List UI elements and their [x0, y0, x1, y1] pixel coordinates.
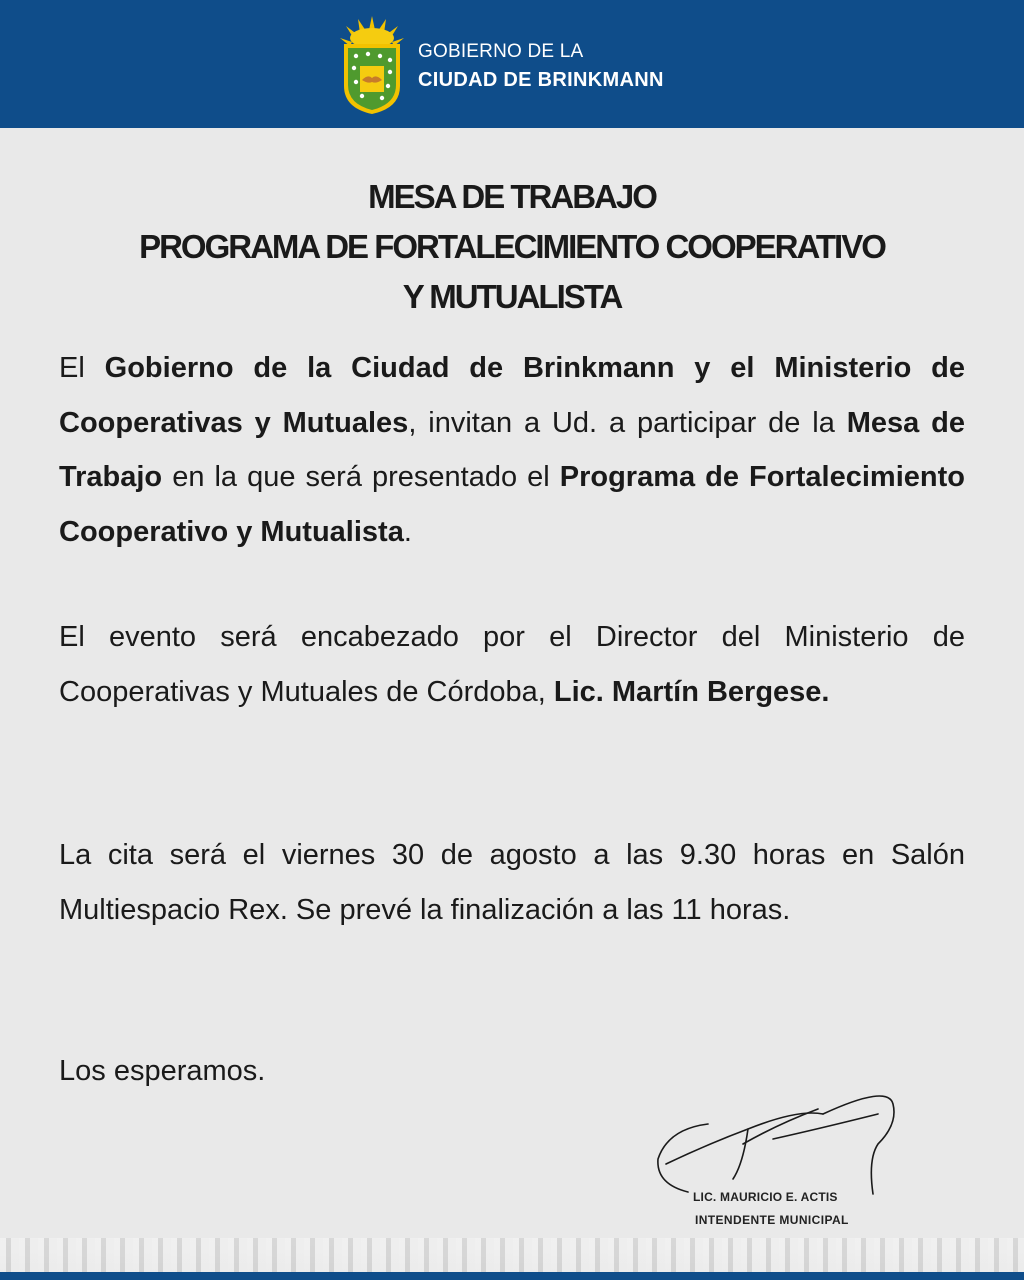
coat-of-arms-icon — [338, 16, 406, 116]
handwritten-signature — [648, 1084, 898, 1204]
p1-text-3: en la que será presentado el — [162, 461, 560, 493]
p1-text-1: El — [59, 352, 105, 384]
p2-speaker-name: Lic. Martín Bergese. — [553, 675, 830, 708]
invitation-paragraph — [59, 341, 965, 559]
p1-text-4: . — [403, 515, 412, 548]
speaker-paragraph — [59, 610, 965, 719]
header-bar — [0, 0, 1024, 128]
schedule-paragraph — [59, 828, 965, 937]
brand-line-2: CIUDAD DE BRINKMANN — [418, 69, 664, 91]
p1-event-name: Mesa de Trabajo — [59, 406, 966, 493]
signatory-name: LIC. MAURICIO E. ACTIS — [693, 1190, 838, 1204]
brand-text — [418, 38, 664, 94]
decorative-texture-band — [0, 1238, 1024, 1272]
p2-text-1: El evento será encabezado por el Director del Ministerio de Cooperativas y Mutuales de Córdoba, — [59, 621, 965, 708]
p1-program-name: Programa de Fortalecimiento Cooperativo y Mutualista — [59, 461, 965, 548]
signatory-role: INTENDENTE MUNICIPAL — [695, 1213, 849, 1227]
footer-bar — [0, 1272, 1024, 1280]
brand — [338, 16, 664, 116]
p4-text-1: Los esperamos. — [59, 1055, 266, 1087]
title-line-1: MESA DE TRABAJO — [368, 178, 656, 215]
p1-text-2: , invitan a Ud. a participar de la — [408, 406, 847, 439]
brand-line-1: GOBIERNO DE LA — [418, 41, 584, 62]
p3-text-1: La cita será el viernes 30 de agosto a las 9.30 horas en Salón Multiespacio Rex. Se prevé la finalización a las 11 horas. — [59, 839, 965, 926]
title-line-3: Y MUTUALISTA — [402, 278, 622, 315]
title-line-2: PROGRAMA DE FORTALECIMIENTO COOPERATIVO — [139, 228, 885, 265]
p1-organizers: Gobierno de la Ciudad de Brinkmann y el Ministerio de Cooperativas y Mutuales — [59, 352, 965, 439]
document-title — [0, 172, 1024, 322]
